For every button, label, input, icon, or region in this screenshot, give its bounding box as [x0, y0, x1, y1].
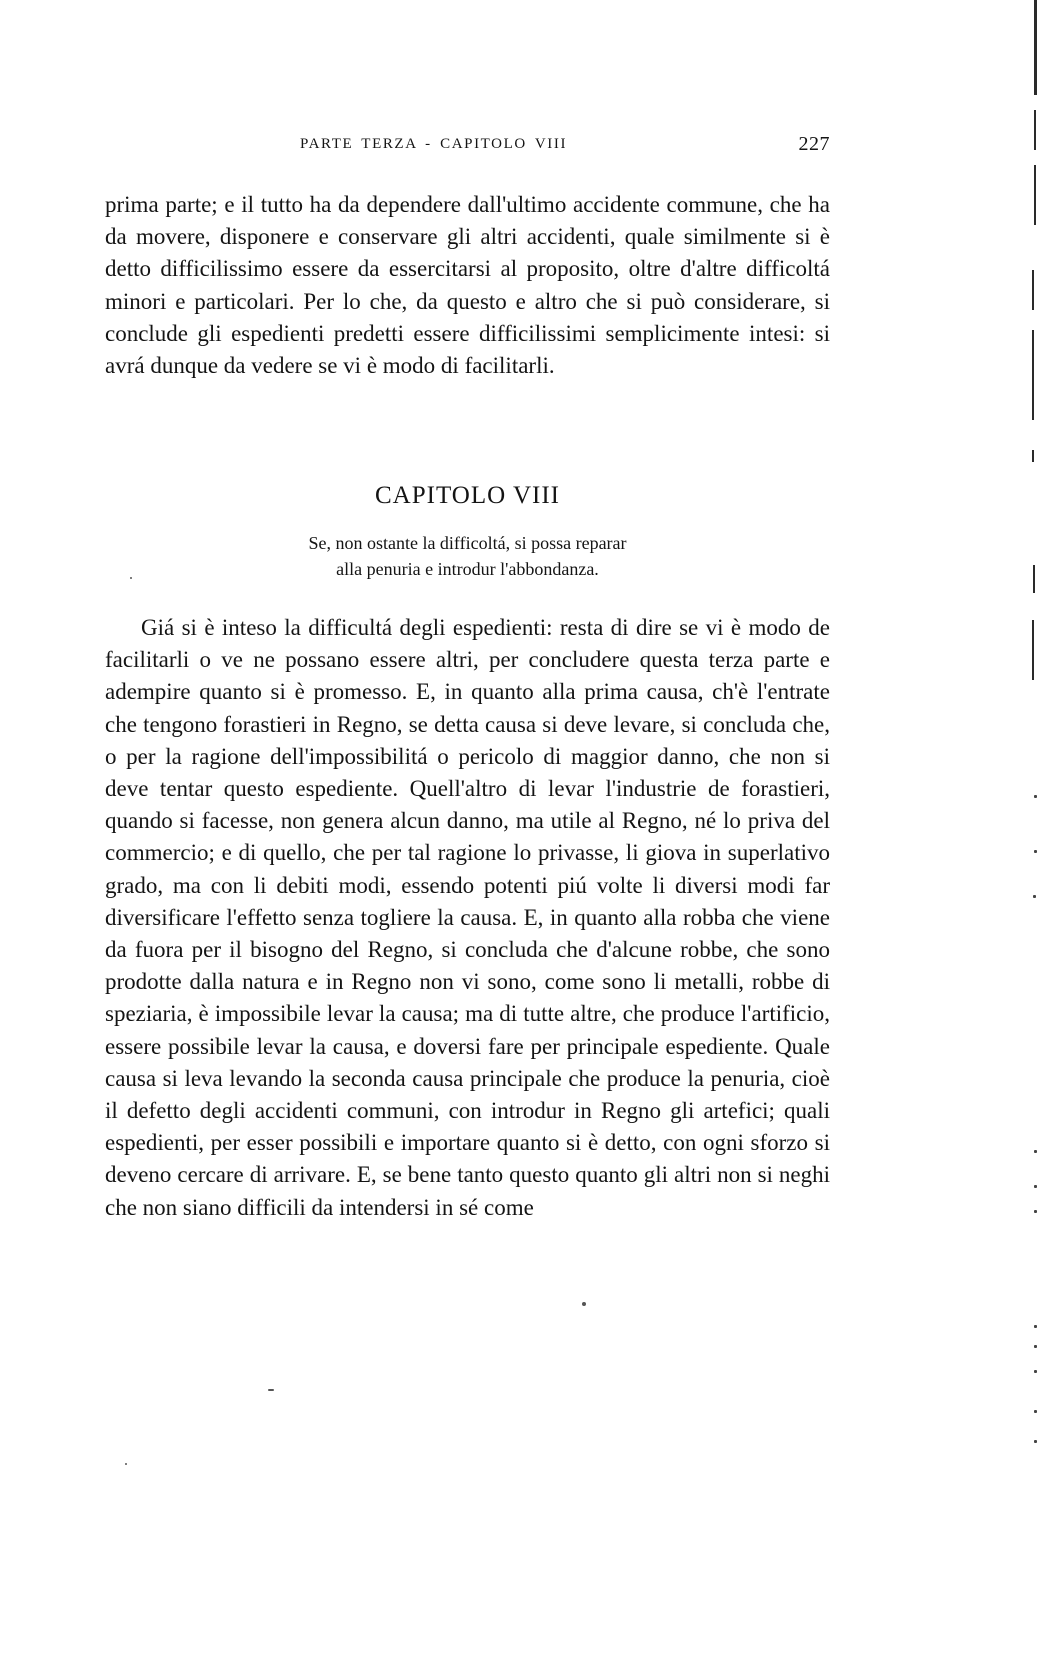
- scan-binding-edge: [1032, 0, 1040, 1664]
- chapter-subtitle-line-2: alla penuria e introdur l'abbondanza.: [336, 559, 599, 579]
- chapter-heading: CAPITOLO VIII: [375, 482, 560, 509]
- page-number: 227: [798, 133, 830, 155]
- paragraph-continuation: prima parte; e il tutto ha da dependere dall'ultimo accidente commune, che ha da movere, disponere e conservare gli altri accidenti, quale similmente si è detto difficilissimo essere da essercitarsi al proposito, oltre d'altre difficoltá minori e particolari. Per lo che, da questo e altro che si può considerare, si conclude gli espedienti predetti essere difficilissimi semplicimente intesi: si avrá dunque da vedere se vi è modo di facilitarli.: [105, 192, 830, 379]
- scan-speck: [125, 1463, 127, 1465]
- chapter-subtitle: [105, 530, 830, 582]
- chapter-subtitle-line-1: Se, non ostante la difficoltá, si possa reparar: [308, 533, 627, 553]
- running-header: [105, 133, 830, 160]
- scan-speck: [582, 1302, 586, 1306]
- scan-speck: [130, 577, 132, 579]
- running-title: PARTE TERZA - CAPITOLO VIII: [300, 136, 568, 152]
- scan-speck: [268, 1389, 274, 1391]
- paragraph-chapter-body: Giá si è inteso la difficultá degli espedienti: resta di dire se vi è modo de facilitarli o ve ne possano essere altri, per concludere questa terza parte e adempire quanto si è promesso. E, in quanto alla prima causa, ch'è l'entrate che tengono forastieri in Regno, se detta causa si deve levare, si concluda che, o per la ragione dell'impossibilitá o pericolo di maggior danno, che non si deve tentar questo espediente. Quell'altro di levar l'industrie de forastieri, quando si facesse, non genera alcun danno, ma utile al Regno, né lo priva del commercio; e di quello, che per tal ragione lo privasse, li giova in superlativo grado, ma con li debiti modi, essendo potenti piú volte li diversi modi far diversificare l'effetto senza togliere la causa. E, in quanto alla robba che viene da fuora per il bisogno del Regno, si concluda che d'alcune robbe, che sono prodotte dalla natura e in Regno non vi sono, come sono li metalli, robbe di speziaria, è impossibile levar la causa; ma di tutte altre, che produce l'artificio, essere possibile levar la causa, e doversi fare per principale espediente. Quale causa si leva levando la seconda causa principale che produce la penuria, cioè il defetto degli accidenti communi, con introdur in Regno gli artefici; quali espedienti, per esser possibili e importare quanto si è detto, con ogni sforzo si deveno cercare di arrivare. E, se bene tanto questo quanto gli altri non si neghi che non siano difficili da intendersi in sé come: [105, 615, 830, 1220]
